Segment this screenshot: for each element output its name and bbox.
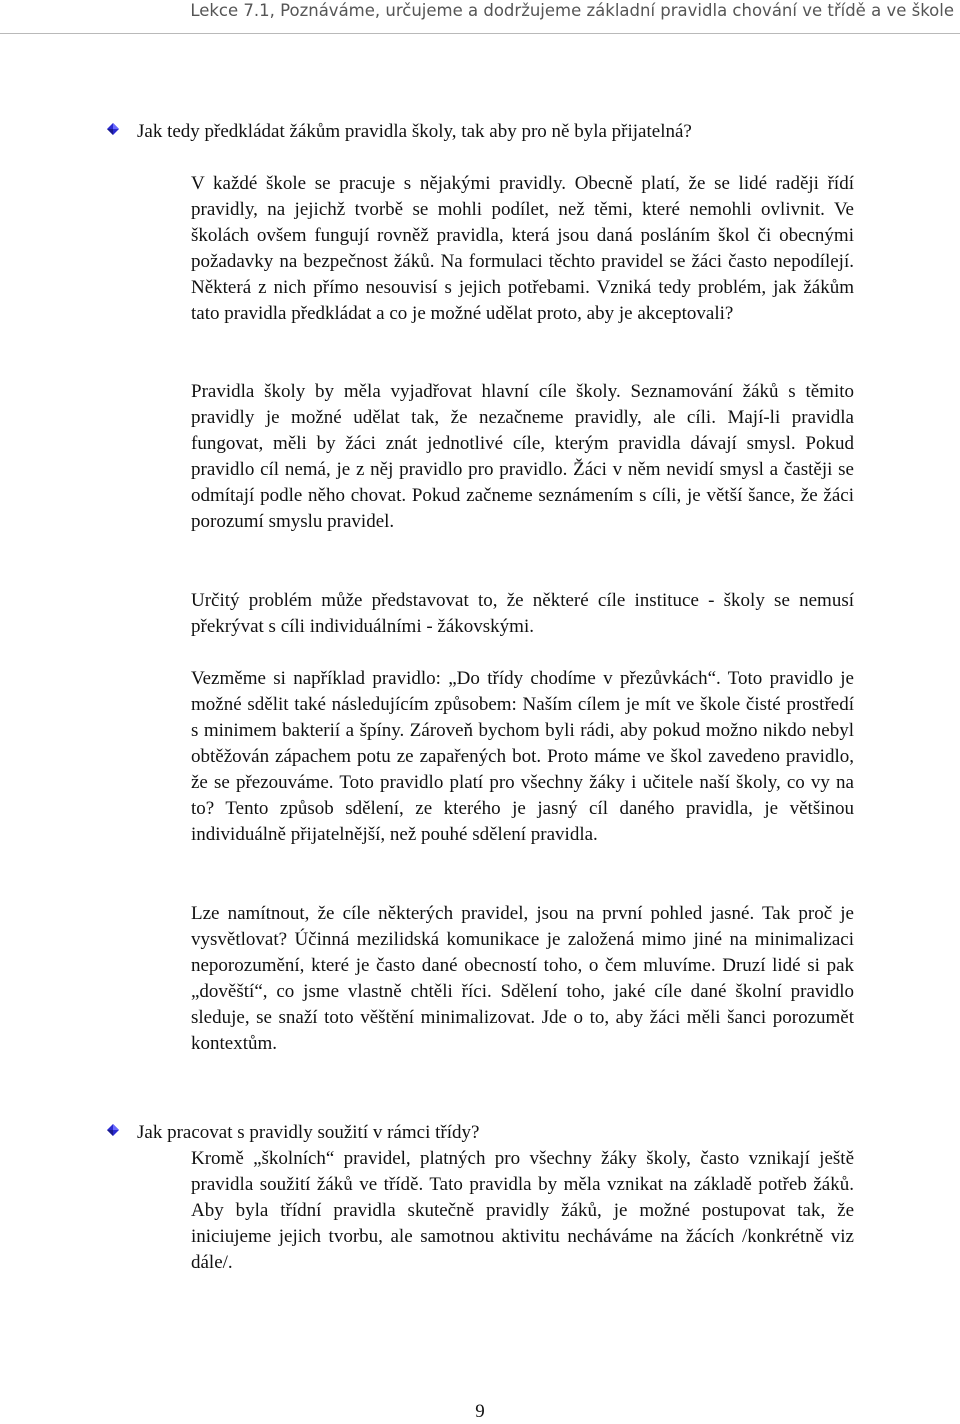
page-header (0, 0, 960, 34)
paragraph-4: Vezměme si například pravidlo: „Do třídy chodíme v přezůvkách“. Toto pravidlo je možné sdělit také následujícím způsobem: Naším cílem je mít ve škole čisté prostředí s minimem bakterií a špíny. Zároveň bychom byli rádi, aby pokud možno nikdo nebyl obtěžován zápachem potu ze zapařených bot. Proto máme ve škol zavedeno pravidlo, že se přezouváme. Toto pravidlo platí pro všechny žáky i učitele naší školy, co vy na to? Tento způsob sdělení, ze kterého je jasný cíl daného pravidla, je většinou individuálně přijatelnější, než pouhé sdělení pravidla. (191, 668, 854, 845)
diamond-bullet-icon (106, 122, 120, 136)
paragraph-1: V každé škole se pracuje s nějakými pravidly. Obecně platí, že se lidé raději řídí pravidly, na jejichž tvorbě se mohli podílet, než těmi, které nemohli ovlivnit. Ve školách ovšem fungují rovněž pravidla, která jsou daná posláním škol či obecnými požadavky na bezpečnost žáků. Na formulaci těchto pravidel se žáci často nepodílejí. Některá z nich přímo nesouvisí s jejich potřebami. Vzniká tedy problém, jak žákům tato pravidla předkládat a co je možné udělat proto, aby je akceptovali? (191, 173, 854, 324)
diamond-bullet-icon (106, 1123, 120, 1137)
paragraph-3: Určitý problém může představovat to, že některé cíle instituce - školy se nemusí překrývat s cíli individuálními - žákovskými. (191, 590, 854, 637)
section-heading-text: Jak tedy předkládat žákům pravidla školy, tak aby pro ně byla přijatelná? (137, 121, 692, 142)
page-number: 9 (475, 1401, 485, 1422)
page-header-title: Lekce 7.1, Poznáváme, určujeme a dodržujeme základní pravidla chování ve třídě a ve škole (190, 1, 954, 20)
section-heading-1 (106, 119, 866, 145)
paragraph-5: Lze namítnout, že cíle některých pravidel, jsou na první pohled jasné. Tak proč je vysvětlovat? Účinná mezilidská komunikace je založená mimo jiné na minimalizaci neporozumění, které je často dané obecností toho, o čem mluvíme. Druzí lidé si pak „dověští“, co jsme vlastně chtěli říci. Sdělení toho, jaké cíle dané školní pravidlo sleduje, se snaží toto věštění minimalizovat. Jde o to, aby žáci měli šanci porozumět kontextům. (191, 903, 854, 1054)
section-heading-text: Jak pracovat s pravidly soužití v rámci třídy? (137, 1122, 480, 1143)
section-heading-2 (106, 1120, 866, 1146)
paragraph-2: Pravidla školy by měla vyjadřovat hlavní cíle školy. Seznamování žáků s těmito pravidly je možné udělat tak, že nezačneme pravidly, ale cíli. Mají-li pravidla fungovat, měli by žáci znát jednotlivé cíle, kterým pravidla dávají smysl. Pokud pravidlo cíl nemá, je z něj pravidlo pro pravidlo. Žáci v něm nevidí smysl a častěji se odmítají podle něho chovat. Pokud začneme seznámením s cíli, je větší šance, že žáci porozumí smyslu pravidel. (191, 381, 854, 532)
paragraph-6: Kromě „školních“ pravidel, platných pro všechny žáky školy, často vznikají ještě pravidla soužití žáků ve třídě. Tato pravidla by měla vznikat na základě potřeb žáků. Aby byla třídní pravidla skutečně pravidly žáků, je možné postupovat tak, že iniciujeme jejich tvorbu, ale samotnou aktivitu necháváme na žácích /konkrétně viz dále/. (191, 1148, 854, 1273)
